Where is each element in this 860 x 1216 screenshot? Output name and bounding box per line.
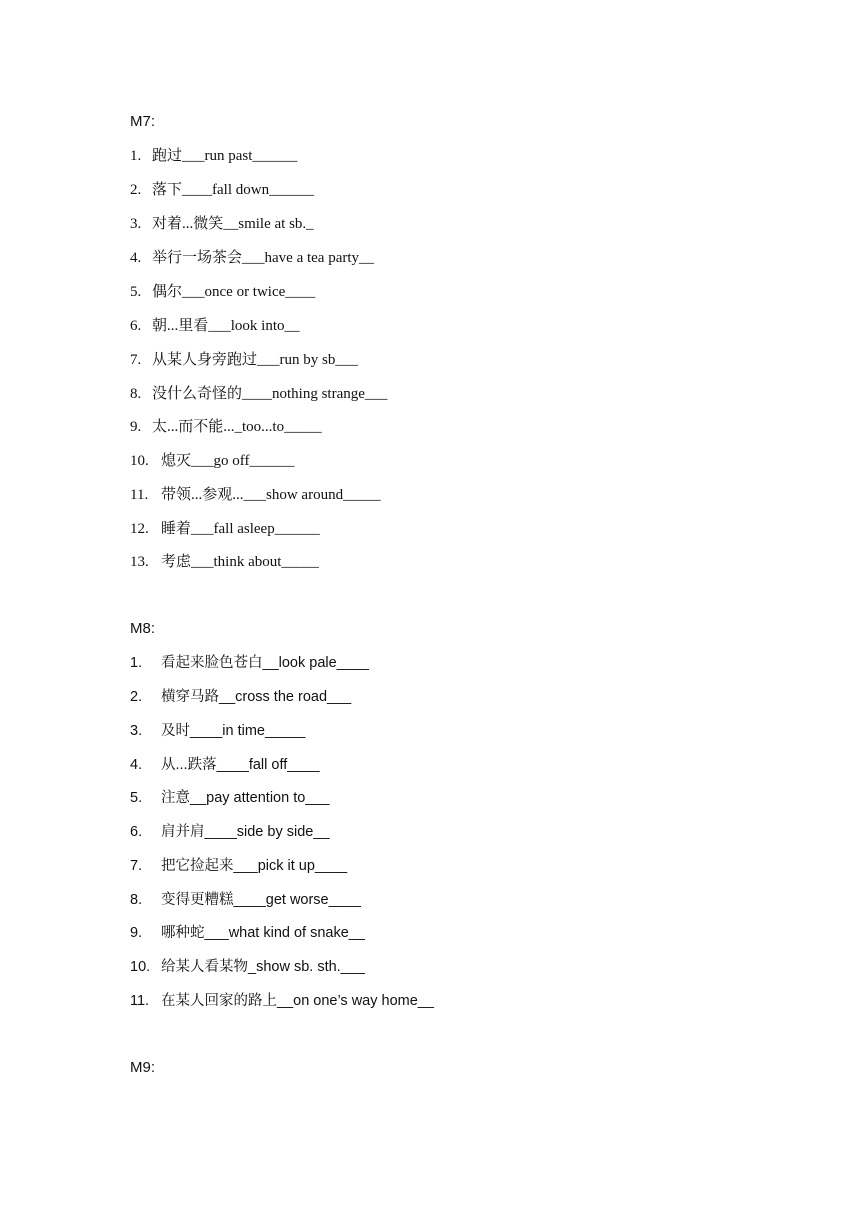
item-number: 7. bbox=[130, 858, 143, 874]
list-item bbox=[130, 755, 320, 775]
list-item bbox=[130, 384, 387, 404]
item-number: 3. bbox=[130, 723, 143, 739]
item-text: 从某人身旁跑过___run by sb___ bbox=[152, 352, 358, 368]
section-heading-m8: M8: bbox=[130, 620, 156, 637]
item-text: 带领...参观...___show around_____ bbox=[161, 487, 381, 503]
item-text: 睡着___fall asleep______ bbox=[161, 521, 320, 537]
item-text: 熄灭___go off______ bbox=[161, 453, 295, 469]
item-text: 哪种蛇___what kind of snake__ bbox=[161, 925, 365, 941]
item-text: 考虑___think about_____ bbox=[161, 554, 319, 570]
item-text: 给某人看某物_show sb. sth.___ bbox=[161, 959, 365, 975]
item-text: 朝...里看___look into__ bbox=[152, 318, 300, 334]
list-item bbox=[130, 687, 351, 707]
item-text: 对着...微笑__smile at sb._ bbox=[152, 216, 314, 232]
item-text: 没什么奇怪的____nothing strange___ bbox=[152, 386, 388, 402]
item-number: 12. bbox=[130, 521, 149, 537]
item-text: 及时____in time_____ bbox=[161, 723, 306, 739]
list-item bbox=[130, 485, 381, 505]
item-number: 3. bbox=[130, 216, 142, 232]
item-number: 11. bbox=[130, 487, 149, 503]
item-text: 举行一场茶会___have a tea party__ bbox=[152, 250, 375, 266]
list-item bbox=[130, 653, 369, 673]
list-item bbox=[130, 721, 305, 741]
item-text: 肩并肩____side by side__ bbox=[161, 824, 330, 840]
item-number: 10. bbox=[130, 959, 151, 975]
list-item bbox=[130, 417, 322, 437]
item-text: 横穿马路__cross the road___ bbox=[161, 689, 352, 705]
list-item bbox=[130, 350, 358, 370]
item-number: 5. bbox=[130, 284, 142, 300]
section-heading-m9: M9: bbox=[130, 1059, 156, 1076]
item-text: 变得更糟糕____get worse____ bbox=[161, 892, 361, 908]
item-text: 从...跌落____fall off____ bbox=[161, 757, 320, 773]
list-item bbox=[130, 214, 314, 234]
item-number: 9. bbox=[130, 419, 142, 435]
list-item bbox=[130, 146, 297, 166]
list-item bbox=[130, 248, 374, 268]
item-number: 2. bbox=[130, 182, 142, 198]
item-number: 4. bbox=[130, 250, 142, 266]
list-item bbox=[130, 451, 294, 471]
list-item bbox=[130, 991, 434, 1011]
item-text: 跑过___run past______ bbox=[152, 148, 298, 164]
list-item bbox=[130, 856, 347, 876]
list-item bbox=[130, 552, 319, 572]
item-number: 10. bbox=[130, 453, 149, 469]
section-heading-m7: M7: bbox=[130, 113, 156, 130]
item-number: 6. bbox=[130, 824, 143, 840]
item-text: 偶尔___once or twice____ bbox=[152, 284, 316, 300]
list-item bbox=[130, 316, 300, 336]
item-number: 13. bbox=[130, 554, 149, 570]
item-number: 7. bbox=[130, 352, 142, 368]
item-number: 8. bbox=[130, 386, 142, 402]
list-item bbox=[130, 890, 361, 910]
item-number: 1. bbox=[130, 655, 143, 671]
item-text: 太...而不能..._too...to_____ bbox=[152, 419, 322, 435]
item-text: 注意__pay attention to___ bbox=[161, 790, 330, 806]
list-item bbox=[130, 822, 329, 842]
item-number: 11. bbox=[130, 993, 150, 1009]
list-item bbox=[130, 957, 365, 977]
list-item bbox=[130, 923, 365, 943]
item-number: 9. bbox=[130, 925, 143, 941]
item-number: 8. bbox=[130, 892, 143, 908]
item-text: 在某人回家的路上__on one’s way home__ bbox=[161, 993, 434, 1009]
item-text: 把它捡起来___pick it up____ bbox=[161, 858, 348, 874]
list-item bbox=[130, 282, 315, 302]
item-text: 落下____fall down______ bbox=[152, 182, 315, 198]
item-text: 看起来脸色苍白__look pale____ bbox=[161, 655, 369, 671]
item-number: 2. bbox=[130, 689, 143, 705]
item-number: 4. bbox=[130, 757, 143, 773]
item-number: 1. bbox=[130, 148, 142, 164]
list-item bbox=[130, 788, 329, 808]
item-number: 6. bbox=[130, 318, 142, 334]
item-number: 5. bbox=[130, 790, 143, 806]
list-item bbox=[130, 180, 314, 200]
list-item bbox=[130, 519, 320, 539]
